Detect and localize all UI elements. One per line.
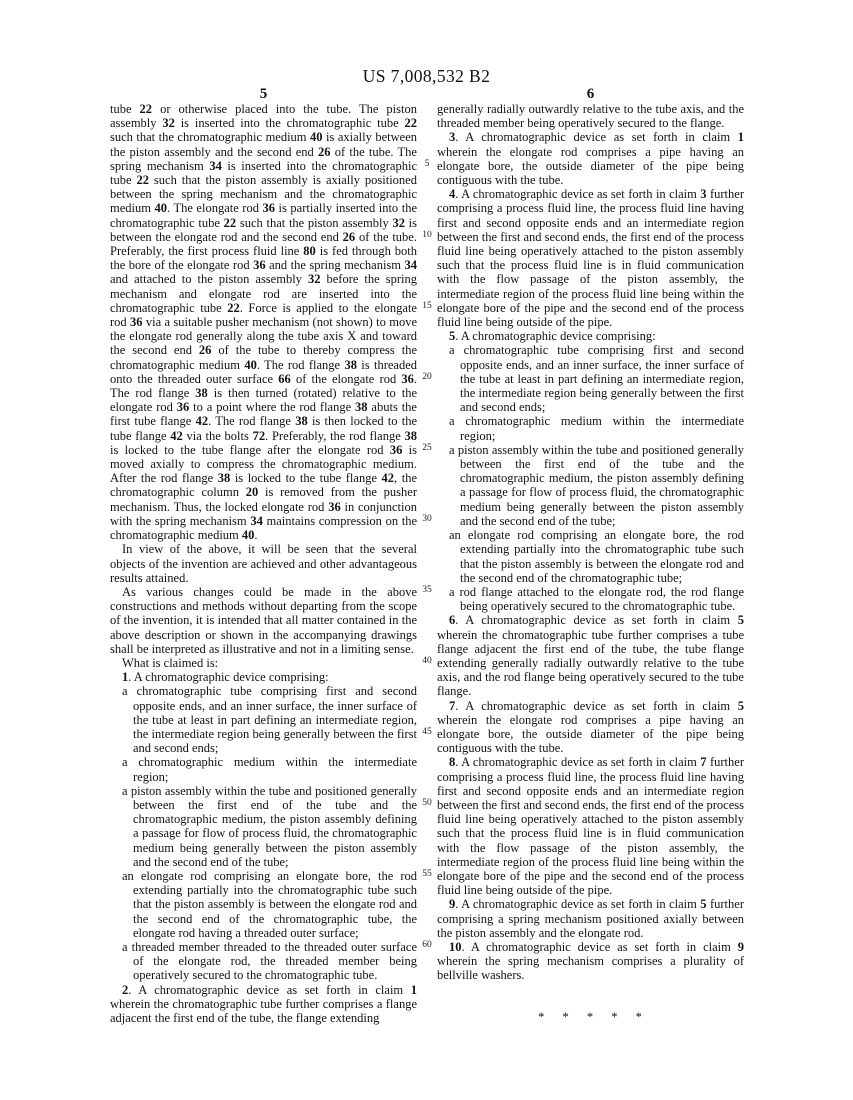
claim-paragraph: 10. A chromatographic device as set forth in claim 9 wherein the spring mechanism comprises a plurality of bellville washers. bbox=[437, 939, 744, 983]
left-column-page-number: 5 bbox=[259, 86, 268, 102]
claim-paragraph: 3. A chromatographic device as set forth in claim 1 wherein the elongate rod comprises a pipe having an elongate bore, the outside diameter of the pipe being contiguous with the tube. bbox=[437, 130, 744, 188]
right-column-text bbox=[437, 102, 744, 983]
gutter-line-number: 30 bbox=[422, 513, 432, 524]
left-column bbox=[110, 88, 417, 1025]
gutter-line-number: 15 bbox=[422, 300, 432, 311]
right-column bbox=[437, 88, 744, 1024]
right-column-page-number: 6 bbox=[586, 86, 595, 102]
claim-paragraph: 8. A chromatographic device as set forth in claim 7 further comprising a process fluid line, the process fluid line having first and second opposite ends and an intermediate region between the first and second ends, the first end of the process fluid line being operatively attached to the piston assembly such that the process fluid line is in fluid communication with the flow passage of the piston assembly, the intermediate region of the process fluid line being within the elongate bore of the pipe and the second end of the process fluid line being outside of the pipe. bbox=[437, 755, 744, 898]
claim-paragraph: 7. A chromatographic device as set forth in claim 5 wherein the elongate rod comprises a pipe having an elongate bore, the outside diameter of the pipe being contiguous with the tube. bbox=[437, 698, 744, 756]
body-paragraph: tube 22 or otherwise placed into the tube. The piston assembly 32 is inserted into the chromatographic tube 22 such that the chromatographic medium 40 is axially between the piston assembly and the second end 26 of the tube. The spring mechanism 34 is inserted into the chromatographic tube 22 such that the piston assembly is axially positioned between the spring mechanism and the chromatographic medium 40. The elongate rod 36 is partially inserted into the chromatographic tube 22 such that the piston assembly 32 is between the elongate rod and the second end 26 of the tube. Preferably, the first process fluid line 80 is fed through both the bore of the elongate rod 36 and the spring mechanism 34 and attached to the piston assembly 32 before the spring mechanism and elongate rod are inserted into the chromatographic tube 22. Force is applied to the elongate rod 36 via a suitable pusher mechanism (not shown) to move the elongate rod generally along the tube axis X and toward the second end 26 of the tube to thereby compress the chromatographic medium 40. The rod flange 38 is threaded onto the threaded outer surface 66 of the elongate rod 36. The rod flange 38 is then turned (rotated) relative to the elongate rod 36 to a point where the rod flange 38 abuts the first tube flange 42. The rod flange 38 is then locked to the tube flange 42 via the bolts 72. Preferably, the rod flange 38 is locked to the tube flange after the elongate rod 36 is moved axially to compress the chromatographic medium. After the rod flange 38 is locked to the tube flange 42, the chromatographic column 20 is removed from the pusher mechanism. Thus, the locked elongate rod 36 in conjunction with the spring mechanism 34 maintains compression on the chromatographic medium 40. bbox=[110, 102, 418, 543]
claim-paragraph: 1. A chromatographic device comprising: bbox=[122, 670, 329, 685]
claim-element: a threaded member threaded to the threaded outer surface of the elongate rod, the threaded member being operatively secured to the chromatographic tube. bbox=[122, 939, 417, 983]
claim-paragraph: 4. A chromatographic device as set forth in claim 3 further comprising a process fluid line, the process fluid line having first and second opposite ends and an intermediate region between the first and second ends, the first end of the process fluid line being operatively attached to the piston assembly such that the process fluid line is in fluid communication with the flow passage of the piston assembly, the intermediate region of the process fluid line being within the elongate bore of the pipe and the second end of the process fluid line being outside of the pipe. bbox=[437, 187, 744, 330]
body-paragraph: generally radially outwardly relative to the tube axis, and the threaded member being operatively secured to the flange. bbox=[437, 102, 744, 131]
claim-element: an elongate rod comprising an elongate bore, the rod extending partially into the chromatographic tube such that the piston assembly is between the elongate rod and the second end of the chromatographic tube; bbox=[449, 528, 744, 585]
claim-element: a chromatographic medium within the intermediate region; bbox=[449, 414, 744, 443]
claim-element: a chromatographic tube comprising first and second opposite ends, and an inner surface, the inner surface of the tube at least in part defining an intermediate region, the intermediate region being generally between the first and second ends; bbox=[449, 343, 744, 415]
gutter-line-number: 40 bbox=[422, 655, 432, 666]
claim-element: an elongate rod comprising an elongate bore, the rod extending partially into the chromatographic tube such that the piston assembly is between the elongate rod and the second end of the chromatographic tube, the elongate rod having a threaded outer surface; bbox=[122, 868, 417, 940]
gutter-line-number: 25 bbox=[422, 442, 432, 453]
gutter-line-number: 20 bbox=[422, 371, 432, 382]
gutter-line-number: 35 bbox=[422, 584, 432, 595]
claim-paragraph: 2. A chromatographic device as set forth in claim 1 wherein the chromatographic tube further comprises a flange adjacent the first end of the tube, the flange extending bbox=[110, 982, 417, 1025]
body-paragraph: As various changes could be made in the above constructions and methods without departing from the scope of the invention, it is intended that all matter contained in the above description or shown in the accompanying drawings shall be interpreted as illustrative and not in a limiting sense. bbox=[110, 584, 417, 656]
gutter-line-number: 50 bbox=[422, 797, 432, 808]
claim-element: a piston assembly within the tube and positioned generally between the first end of the tube and the chromatographic medium, the piston assembly defining a passage for flow of process fluid, the chromatographic medium being generally between the piston assembly and the second end of the tube; bbox=[449, 442, 744, 528]
gutter-line-number: 60 bbox=[422, 939, 432, 950]
gutter-line-number: 10 bbox=[422, 229, 432, 240]
claim-paragraph: 5. A chromatographic device comprising: bbox=[449, 329, 656, 344]
patent-number-header: US 7,008,532 B2 bbox=[362, 66, 491, 86]
claim-element: a rod flange attached to the elongate rod, the rod flange being operatively secured to the chromatographic tube. bbox=[449, 584, 744, 614]
claim-paragraph: 9. A chromatographic device as set forth in claim 5 further comprising a spring mechanism positioned axially between the piston assembly and the elongate rod. bbox=[437, 897, 744, 940]
body-paragraph: What is claimed is: bbox=[122, 655, 219, 670]
gutter-line-number: 45 bbox=[422, 726, 432, 737]
end-of-claims-marker: * * * * * bbox=[538, 1009, 643, 1024]
gutter-line-number: 55 bbox=[422, 868, 432, 879]
claim-element: a chromatographic medium within the intermediate region; bbox=[122, 755, 417, 784]
claim-paragraph: 6. A chromatographic device as set forth in claim 5 wherein the chromatographic tube further comprises a tube flange adjacent the first end of the tube, the tube flange extending generally radially outwardly relative to the tube axis, and the rod flange being operatively secured to the tube flange. bbox=[437, 613, 744, 699]
claim-element: a piston assembly within the tube and positioned generally between the first end of the tube and the chromatographic medium, the piston assembly defining a passage for flow of process fluid, the chromatographic medium being generally between the piston assembly and the second end of the tube; bbox=[122, 783, 417, 869]
body-paragraph: In view of the above, it will be seen that the several objects of the invention are achieved and other advantageous results attained. bbox=[110, 542, 417, 585]
gutter-line-number: 5 bbox=[424, 158, 430, 169]
left-column-text bbox=[110, 102, 417, 1025]
claim-element: a chromatographic tube comprising first and second opposite ends, and an inner surface, the inner surface of the tube at least in part defining an intermediate region, the intermediate region being generally between the first and second ends; bbox=[122, 684, 417, 756]
